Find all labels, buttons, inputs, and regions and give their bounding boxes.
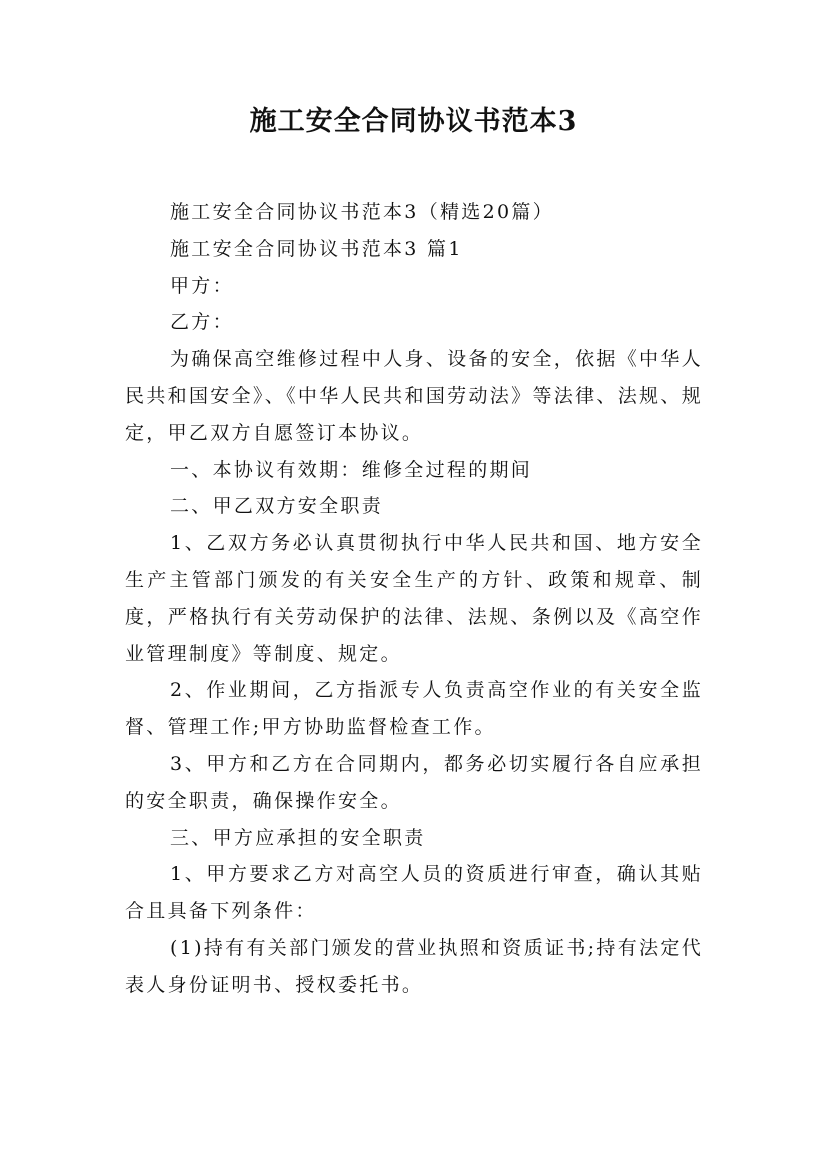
- clause-heading: 三、甲方应承担的安全职责: [170, 826, 426, 849]
- document-title: 施工安全合同协议书范本3: [249, 106, 578, 137]
- clause-heading: 二、甲乙双方安全职责: [170, 495, 384, 518]
- clause-paragraph: 3、甲方和乙方在合同期内，都务必切实履行各自应承担的安全职责，确保操作安全。: [125, 752, 703, 812]
- clause-paragraph: 1、甲方要求乙方对高空人员的资质进行审查，确认其贴合且具备下列条件：: [125, 863, 703, 923]
- section-heading: 施工安全合同协议书范本3 篇1: [170, 237, 463, 260]
- document-body: [125, 194, 703, 1004]
- intro-paragraph: 为确保高空维修过程中人身、设备的安全，依据《中华人民共和国安全》、《中华人民共和国劳动法》等法律、法规、规定，甲乙双方自愿签订本协议。: [125, 348, 703, 444]
- party-a-line: 甲方：: [170, 274, 234, 297]
- party-b-line: 乙方：: [170, 311, 234, 334]
- clause-paragraph: (1)持有有关部门颁发的营业执照和资质证书;持有法定代表人身份证明书、授权委托书。: [125, 936, 703, 996]
- clause-paragraph: 1、乙双方务必认真贯彻执行中华人民共和国、地方安全生产主管部门颁发的有关安全生产的方针、政策和规章、制度，严格执行有关劳动保护的法律、法规、条例以及《高空作业管理制度》等制度、规定。: [125, 532, 703, 665]
- clause-paragraph: 2、作业期间，乙方指派专人负责高空作业的有关安全监督、管理工作;甲方协助监督检查工作。: [125, 679, 703, 739]
- subtitle-paragraph: 施工安全合同协议书范本3（精选20篇）: [170, 201, 554, 223]
- clause-heading: 一、本协议有效期：维修全过程的期间: [170, 458, 533, 481]
